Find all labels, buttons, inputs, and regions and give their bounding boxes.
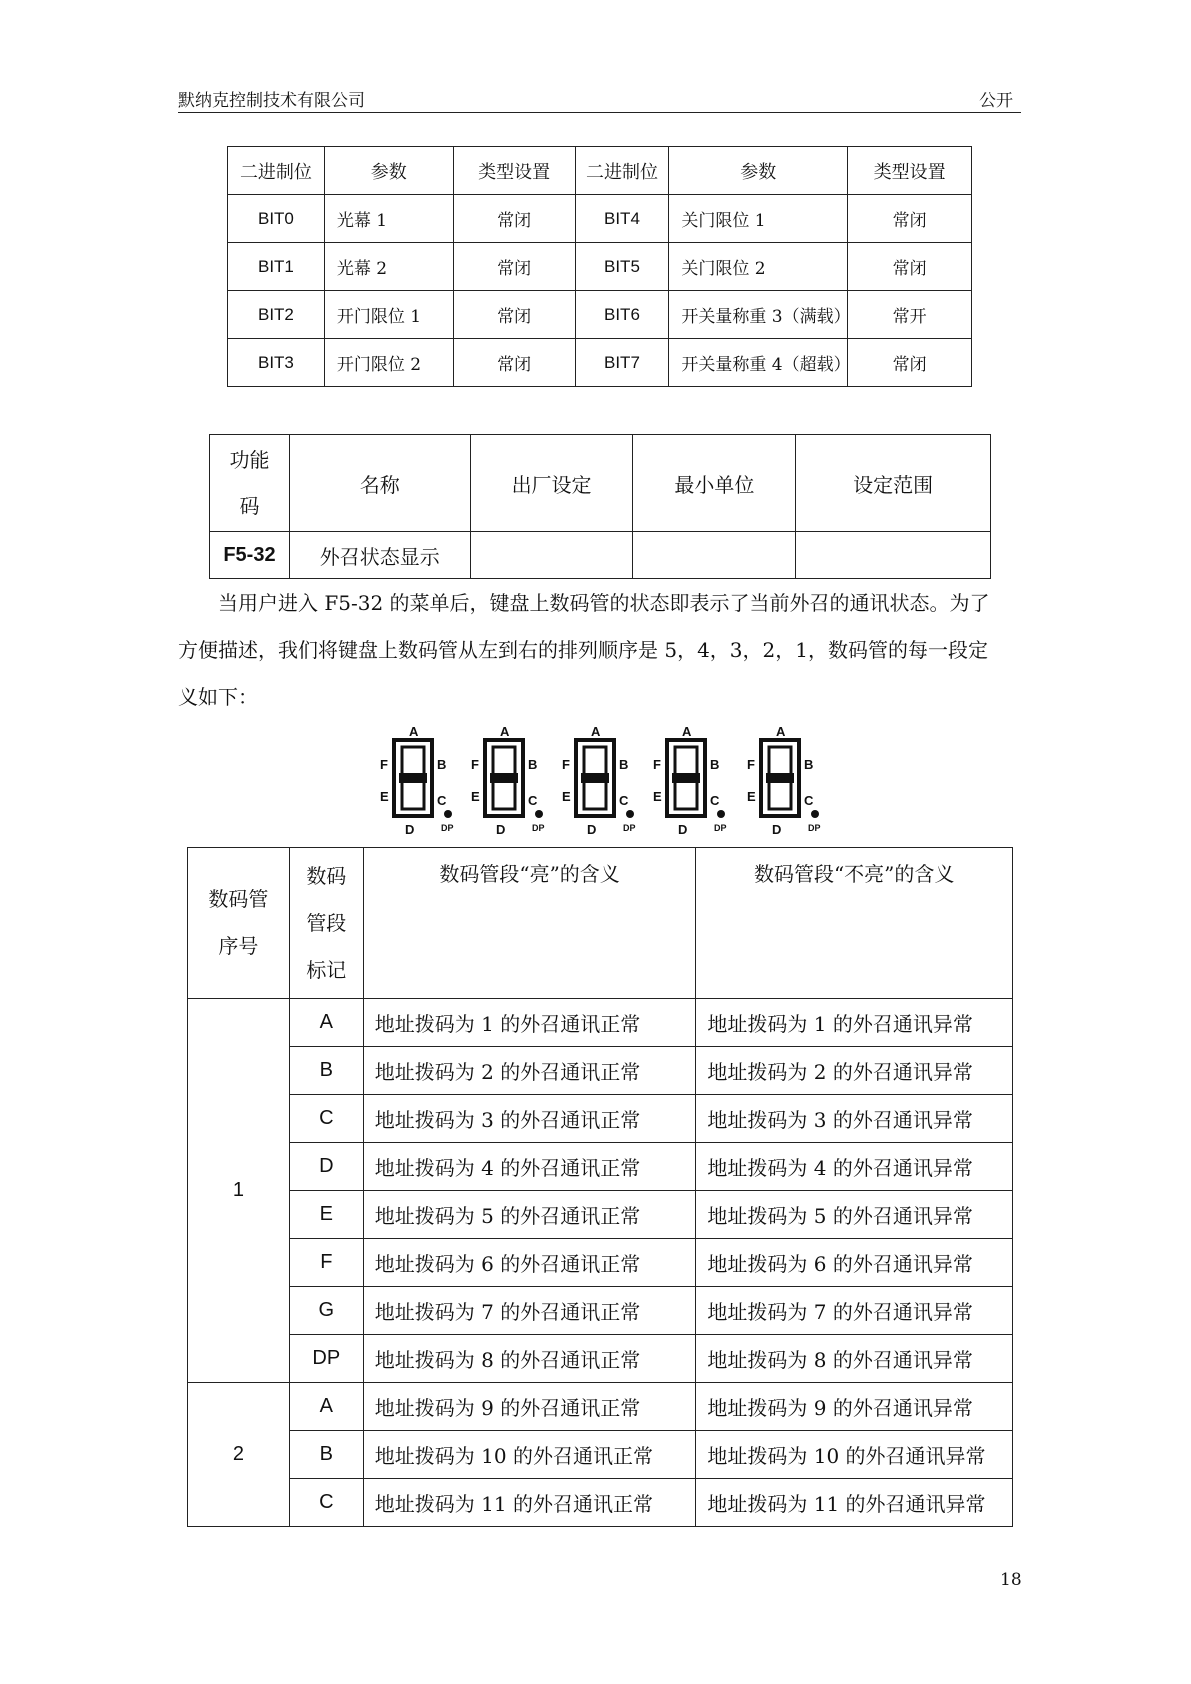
label-e: E [747,789,756,804]
function-code-cell: F5-32 [210,532,290,579]
dp-dot [444,810,452,818]
table-row [188,1047,1013,1095]
type-cell: 常闭 [453,195,575,243]
dp-dot [811,810,819,818]
bit-cell: BIT2 [228,291,325,339]
on-meaning-cell: 地址拨码为 9 的外召通讯正常 [363,1383,696,1431]
digit-4 [653,724,727,837]
label-a: A [500,724,510,739]
label-dp: DP [808,823,821,833]
off-meaning-cell: 地址拨码为 7 的外召通讯异常 [696,1287,1013,1335]
header-cell: 参数 [324,147,453,195]
lower-segment-box [769,781,791,809]
label-d: D [405,822,415,837]
label-c: C [710,793,720,808]
label-f: F [471,757,479,772]
table-row [210,532,991,579]
header-cell: 出厂设定 [470,435,633,532]
label-b: B [528,757,538,772]
table-row [188,1383,1013,1431]
label-a: A [591,724,601,739]
type-cell: 常闭 [848,195,972,243]
unit-cell [633,532,796,579]
label-e: E [471,789,480,804]
bit-cell: BIT4 [575,195,669,243]
dp-dot [535,810,543,818]
off-meaning-cell: 地址拨码为 11 的外召通讯异常 [696,1479,1013,1527]
label-f: F [380,757,388,772]
table-header-row [228,147,972,195]
param-cell: 开门限位 1 [324,291,453,339]
on-meaning-cell: 地址拨码为 10 的外召通讯正常 [363,1431,696,1479]
digit-1 [380,724,454,837]
label-g: G [408,770,419,785]
label-a: A [776,724,786,739]
type-cell: 常闭 [453,291,575,339]
label-c: C [528,793,538,808]
segment-mark-cell: C [289,1479,363,1527]
header-line: 数码管 [208,887,269,911]
off-meaning-cell: 地址拨码为 9 的外召通讯异常 [696,1383,1013,1431]
on-meaning-cell: 地址拨码为 8 的外召通讯正常 [363,1335,696,1383]
bit-cell: BIT5 [575,243,669,291]
header-cell-off-meaning: 数码管段“不亮”的含义 [696,848,1013,999]
param-cell: 关门限位 1 [669,195,848,243]
lower-segment-box [584,781,606,809]
bit-cell: BIT0 [228,195,325,243]
table-row [188,1239,1013,1287]
on-meaning-cell: 地址拨码为 5 的外召通讯正常 [363,1191,696,1239]
off-meaning-cell: 地址拨码为 10 的外召通讯异常 [696,1431,1013,1479]
table-row [188,1287,1013,1335]
label-b: B [804,757,814,772]
table-row [188,1335,1013,1383]
tube-number-cell: 1 [188,999,290,1383]
type-cell: 常开 [848,291,972,339]
company-name: 默纳克控制技术有限公司 [178,91,365,111]
param-cell: 关门限位 2 [669,243,848,291]
header-cell: 类型设置 [453,147,575,195]
header-cell: 设定范围 [796,435,991,532]
segment-mark-cell: DP [289,1335,363,1383]
label-dp: DP [441,823,454,833]
label-d: D [496,822,506,837]
page-header [178,84,1021,113]
segment-mark-cell: E [289,1191,363,1239]
header-cell: 名称 [289,435,470,532]
bit-cell: BIT1 [228,243,325,291]
bit-cell: BIT6 [575,291,669,339]
dp-dot [717,810,725,818]
bit-cell: BIT3 [228,339,325,387]
bit-cell: BIT7 [575,339,669,387]
label-g: G [775,770,786,785]
table-row [188,1143,1013,1191]
param-cell: 开关量称重 3（满载） [669,291,848,339]
label-dp: DP [714,823,727,833]
header-line: 标记 [306,957,347,982]
label-g: G [590,770,601,785]
table-row [188,1479,1013,1527]
label-f: F [653,757,661,772]
off-meaning-cell: 地址拨码为 4 的外召通讯异常 [696,1143,1013,1191]
on-meaning-cell: 地址拨码为 6 的外召通讯正常 [363,1239,696,1287]
table-row [188,999,1013,1047]
segment-mark-cell: F [289,1239,363,1287]
range-cell [796,532,991,579]
header-cell-tube-no [188,848,290,999]
function-code-table [209,434,991,579]
segment-mark-cell: A [289,999,363,1047]
default-cell [470,532,633,579]
seven-segment-display [368,722,838,842]
label-a: A [682,724,692,739]
type-cell: 常闭 [848,339,972,387]
off-meaning-cell: 地址拨码为 8 的外召通讯异常 [696,1335,1013,1383]
param-cell: 开关量称重 4（超载） [669,339,848,387]
on-meaning-cell: 地址拨码为 4 的外召通讯正常 [363,1143,696,1191]
on-meaning-cell: 地址拨码为 2 的外召通讯正常 [363,1047,696,1095]
label-f: F [747,757,755,772]
lower-segment-box [675,781,697,809]
table-row [228,339,972,387]
header-line: 序号 [218,934,259,958]
off-meaning-cell: 地址拨码为 2 的外召通讯异常 [696,1047,1013,1095]
label-b: B [710,757,720,772]
param-cell: 光幕 2 [324,243,453,291]
bit-config-table [227,146,972,387]
header-line: 数码 [306,863,347,888]
table-header-row [210,435,991,532]
visibility-label: 公开 [979,91,1013,111]
tube-number-cell: 2 [188,1383,290,1527]
lower-segment-box [402,781,424,809]
paragraph-line: 当用户进入 F5-32 的菜单后，键盘上数码管的状态即表示了当前外召的通讯状态。为了 [218,591,990,615]
label-e: E [653,789,662,804]
label-dp: DP [623,823,636,833]
header-code-line: 码 [239,494,260,518]
label-b: B [619,757,629,772]
segment-mark-cell: D [289,1143,363,1191]
label-f: F [562,757,570,772]
header-code-line: 功能 [229,448,270,472]
segment-mark-cell: B [289,1047,363,1095]
segment-meaning-table [187,847,1013,1527]
header-cell-code [210,435,290,532]
lower-segment-box [493,781,515,809]
off-meaning-cell: 地址拨码为 5 的外召通讯异常 [696,1191,1013,1239]
header-cell: 类型设置 [848,147,972,195]
digit-3 [562,724,636,837]
label-a: A [409,724,419,739]
header-cell: 参数 [669,147,848,195]
type-cell: 常闭 [453,243,575,291]
table-row [228,195,972,243]
off-meaning-cell: 地址拨码为 6 的外召通讯异常 [696,1239,1013,1287]
header-line: 管段 [306,910,347,935]
on-meaning-cell: 地址拨码为 1 的外召通讯正常 [363,999,696,1047]
on-meaning-cell: 地址拨码为 11 的外召通讯正常 [363,1479,696,1527]
segment-mark-cell: C [289,1095,363,1143]
header-cell-segment-mark [289,848,363,999]
label-c: C [619,793,629,808]
on-meaning-cell: 地址拨码为 7 的外召通讯正常 [363,1287,696,1335]
off-meaning-cell: 地址拨码为 3 的外召通讯异常 [696,1095,1013,1143]
label-d: D [772,822,782,837]
table-row [228,291,972,339]
header-cell-on-meaning: 数码管段“亮”的含义 [363,848,696,999]
label-d: D [587,822,597,837]
label-dp: DP [532,823,545,833]
segment-mark-cell: A [289,1383,363,1431]
label-g: G [499,770,510,785]
param-cell: 开门限位 2 [324,339,453,387]
table-row [228,243,972,291]
table-header-row [188,848,1013,999]
dp-dot [626,810,634,818]
header-cell: 二进制位 [228,147,325,195]
segment-mark-cell: G [289,1287,363,1335]
param-cell: 光幕 1 [324,195,453,243]
header-cell: 最小单位 [633,435,796,532]
paragraph-line: 义如下： [178,685,258,709]
label-d: D [678,822,688,837]
label-c: C [804,793,814,808]
segment-mark-cell: B [289,1431,363,1479]
function-name-cell: 外召状态显示 [289,532,470,579]
description-paragraph [178,580,1021,721]
digit-2 [471,724,545,837]
table-row [188,1095,1013,1143]
label-e: E [380,789,389,804]
label-g: G [681,770,692,785]
type-cell: 常闭 [848,243,972,291]
table-row [188,1431,1013,1479]
type-cell: 常闭 [453,339,575,387]
on-meaning-cell: 地址拨码为 3 的外召通讯正常 [363,1095,696,1143]
off-meaning-cell: 地址拨码为 1 的外召通讯异常 [696,999,1013,1047]
paragraph-line: 方便描述，我们将键盘上数码管从左到右的排列顺序是 5，4，3，2，1，数码管的每一段定 [178,638,988,662]
page-number: 18 [1000,1570,1022,1590]
digit-5 [747,724,821,837]
label-e: E [562,789,571,804]
table-row [188,1191,1013,1239]
header-cell: 二进制位 [575,147,669,195]
label-b: B [437,757,447,772]
label-c: C [437,793,447,808]
